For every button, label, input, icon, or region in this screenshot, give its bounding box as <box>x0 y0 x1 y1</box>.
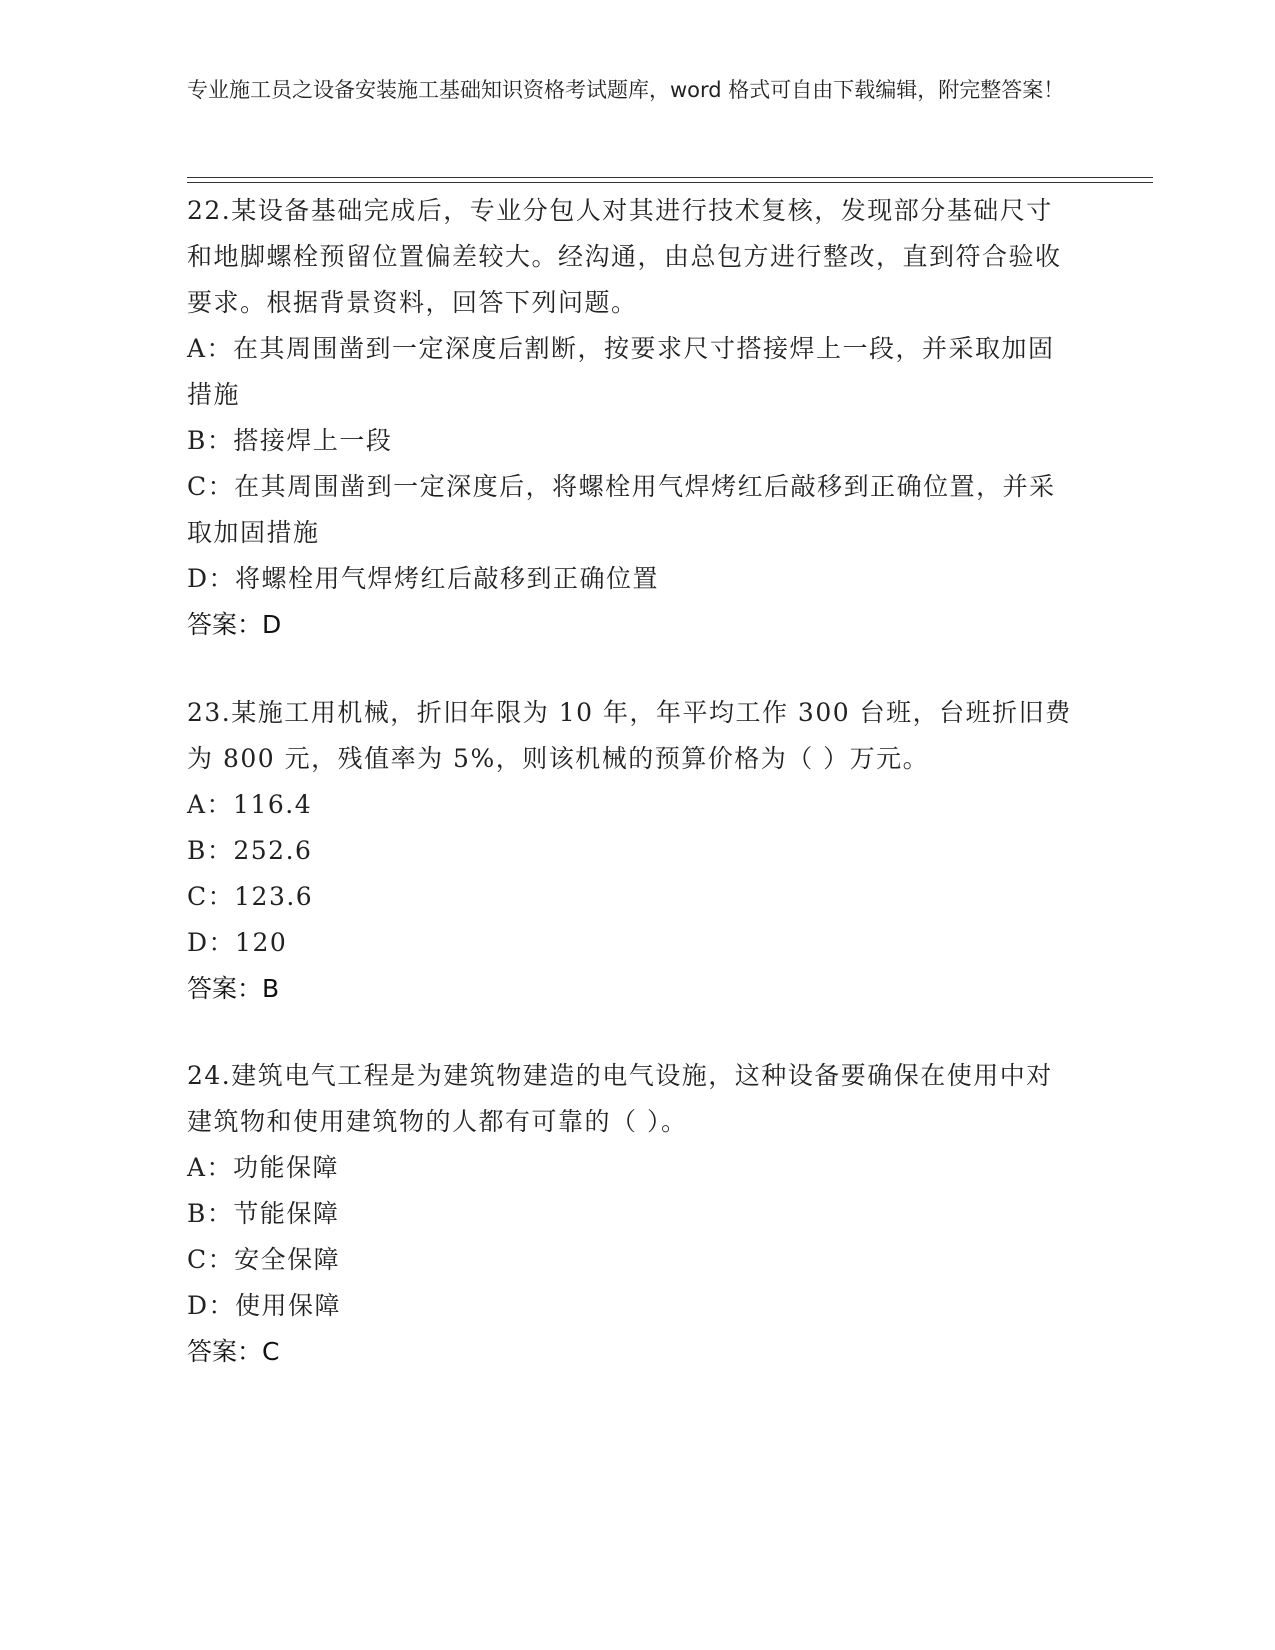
question-22 <box>187 188 1077 648</box>
question-stem: 23.某施工用机械，折旧年限为 10 年，年平均工作 300 台班，台班折旧费为 800 元，残值率为 5%，则该机械的预算价格为（ ）万元。 <box>187 698 1072 773</box>
option-d: D：120 <box>187 928 288 957</box>
option-d: D：使用保障 <box>187 1291 342 1320</box>
option-b: B：252.6 <box>187 836 313 865</box>
option-c: C：安全保障 <box>187 1245 341 1274</box>
option-b: B：节能保障 <box>187 1199 340 1228</box>
question-stem: 22.某设备基础完成后，专业分包人对其进行技术复核，发现部分基础尺寸和地脚螺栓预留位置偏差较大。经沟通，由总包方进行整改，直到符合验收要求。根据背景资料，回答下列问题。 <box>187 196 1062 317</box>
option-c: C：123.6 <box>187 882 314 911</box>
option-a: A：功能保障 <box>187 1153 340 1182</box>
answer-line: 答案：C <box>187 1337 280 1366</box>
option-c: C：在其周围凿到一定深度后，将螺栓用气焊烤红后敲移到正确位置，并采取加固措施 <box>187 472 1056 547</box>
header-divider-bottom <box>187 182 1153 183</box>
question-23 <box>187 690 1077 1012</box>
question-stem: 24.建筑电气工程是为建筑物建造的电气设施，这种设备要确保在使用中对建筑物和使用建筑物的人都有可靠的（ ）。 <box>187 1061 1053 1136</box>
document-header: 专业施工员之设备安装施工基础知识资格考试题库，word 格式可自由下载编辑，附完整答案！ <box>187 78 1065 102</box>
answer-line: 答案：B <box>187 974 280 1003</box>
answer-line: 答案：D <box>187 610 282 639</box>
option-a: A：116.4 <box>187 790 313 819</box>
option-a: A：在其周围凿到一定深度后割断，按要求尺寸搭接焊上一段，并采取加固措施 <box>187 334 1055 409</box>
option-d: D：将螺栓用气焊烤红后敲移到正确位置 <box>187 564 660 593</box>
question-24 <box>187 1053 1077 1375</box>
header-divider-top <box>187 177 1153 178</box>
option-b: B：搭接焊上一段 <box>187 426 393 455</box>
